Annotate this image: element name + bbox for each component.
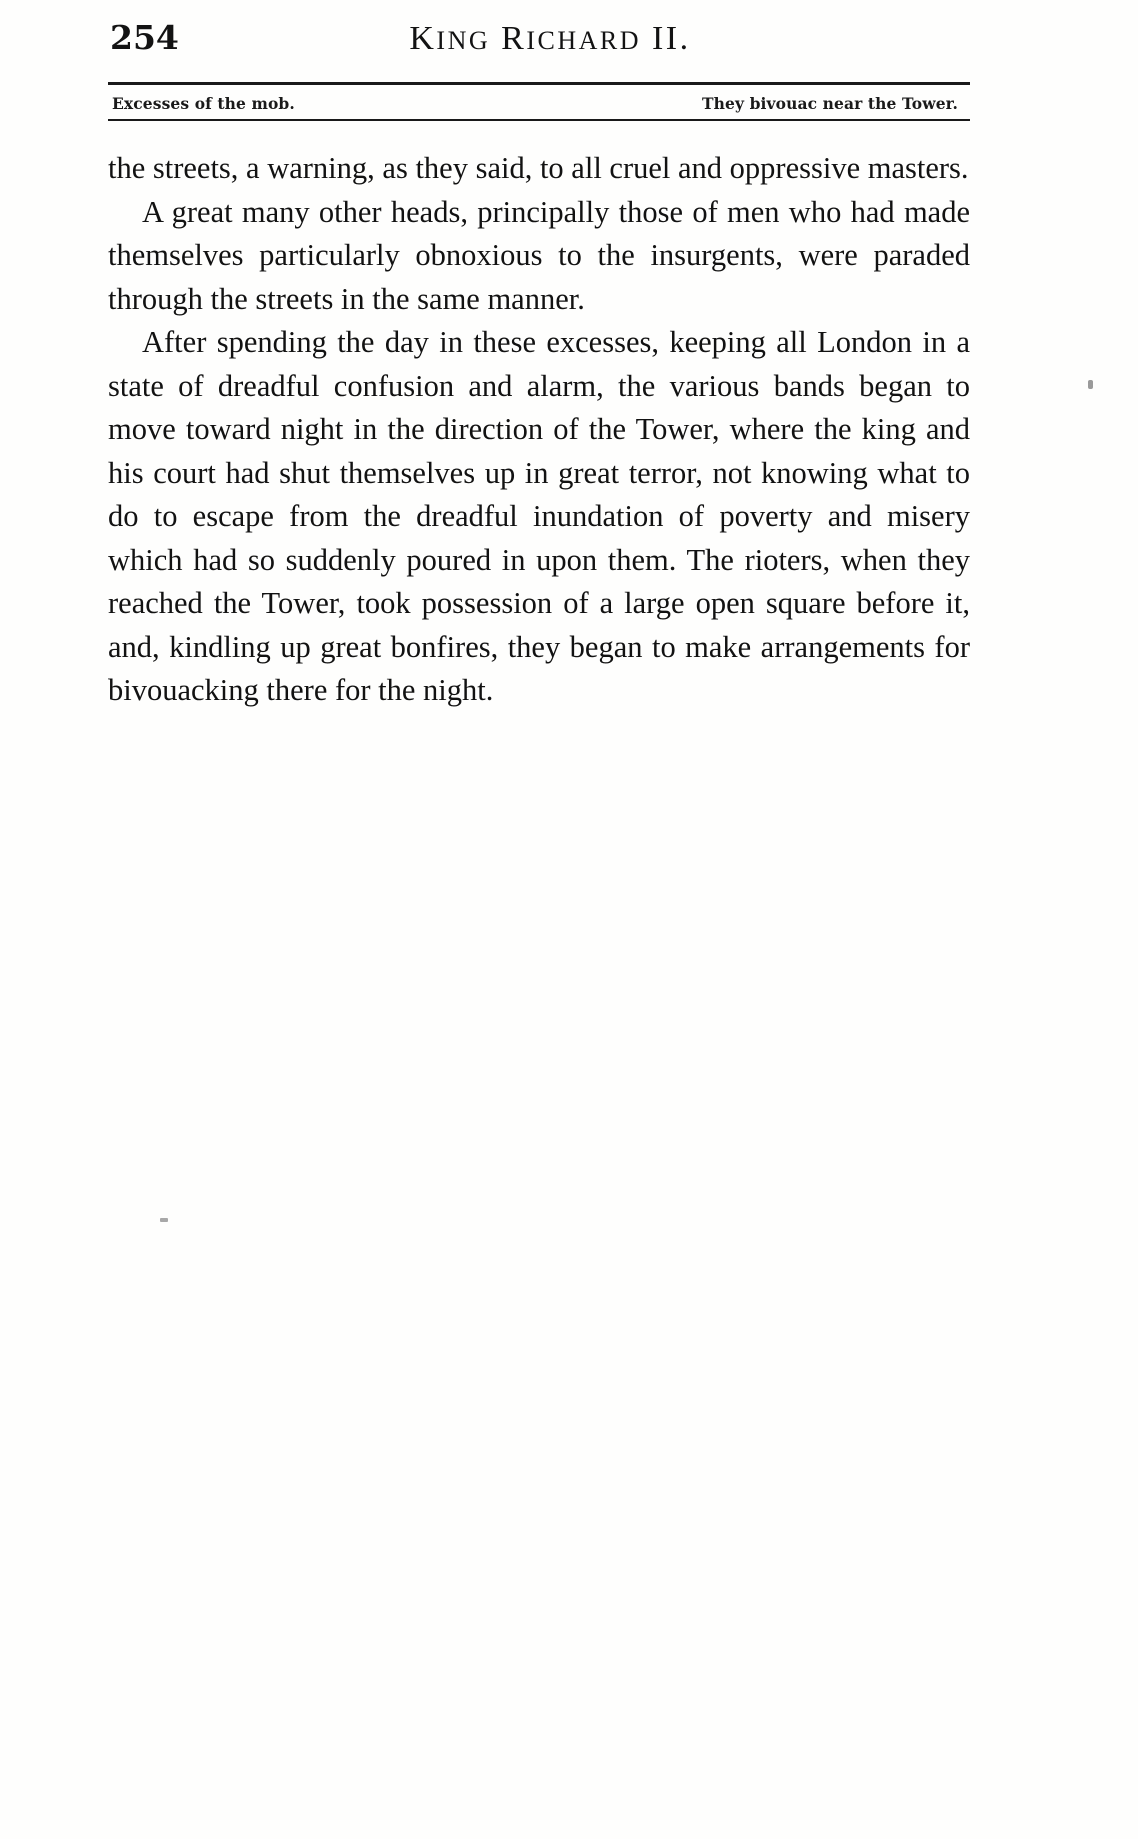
title-word-richard-initial: R [501,20,527,57]
title-word-king-rest: ING [436,26,491,55]
sidenote-right: They bivouac near the Tower. [702,94,958,113]
title-word-king-initial: K [409,20,437,57]
body-text [108,147,970,713]
page-content-column [108,18,970,713]
paragraph-1: the streets, a warning, as they said, to all cruel and oppressive masters. [108,151,969,185]
paragraph-3: After spending the day in these excesses, keeping all London in a state of dreadful confusion and alarm, the various bands began to move toward night in the direction of the Tower, where the king and his court had shut themselves up in great terror, not knowing what to do to escape from the dreadful inundation of poverty and misery which had so suddenly poured in upon them. The rioters, when they reached the Tower, took possession of a large open square before it, and, kindling up great bonfires, they began to make arrangements for bivouacking there for the night. [108,325,970,707]
running-head [108,18,970,78]
sidenote-band [108,85,970,119]
scan-speck-icon [1088,380,1093,389]
page-number: 254 [110,18,179,57]
header-rule-bottom [108,119,970,121]
page-title [280,20,970,58]
paragraph-2: A great many other heads, principally those of men who had made themselves particularly obnoxious to the insurgents, were paraded through the streets in the same manner. [108,194,970,316]
title-word-numeral: II. [651,20,691,57]
scan-speck-icon [160,1218,168,1222]
title-word-richard-rest: ICHARD [526,26,641,55]
sidenote-left: Excesses of the mob. [112,94,295,113]
